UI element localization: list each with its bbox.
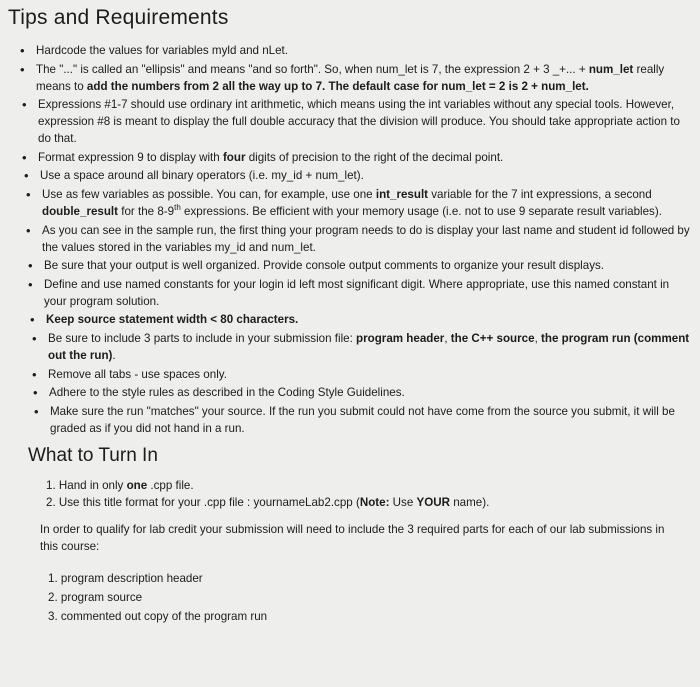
turn-in-heading: What to Turn In (28, 444, 158, 466)
required-part-item: 3. commented out copy of the program run (48, 609, 268, 623)
tip-item: • Be sure to include 3 parts to include in your submission file: program header, the C++ source, the program run (comment out the run). (30, 330, 692, 364)
required-part-item: 1. program description header (48, 571, 203, 585)
tip-item: • Use as few variables as possible. You can, for example, use one int_result variable for the 7 int expressions, a second double_result for the 8-9th expressions. Be efficient with your memory usage (i.e. not to use 9 separate result variables). (24, 186, 692, 220)
turn-in-item: 1. Hand in only one .cpp file. (46, 478, 194, 492)
tip-item: • Hardcode the values for variables myld and nLet. (18, 42, 692, 59)
tip-item: • Use a space around all binary operators (i.e. my_id + num_let). (22, 167, 692, 184)
turn-in-item: 2. Use this title format for your .cpp file : yournameLab2.cpp (Note: Use YOUR name). (46, 495, 490, 509)
turn-in-list (8, 477, 692, 511)
tips-list (8, 42, 692, 437)
tip-item: • Make sure the run "matches" your source. If the run you submit could not have come from the source you submit, it will be graded as if you did not hand in a run. (32, 403, 692, 437)
tip-item: • Format expression 9 to display with four digits of precision to the right of the decimal point. (20, 149, 692, 166)
tip-item: • As you can see in the sample run, the first thing your program needs to do is display your last name and student id followed by the values stored in the variables my_id and num_let. (24, 222, 692, 256)
qualify-note: In order to qualify for lab credit your submission will need to include the 3 required parts for each of our lab submissions in this course: (40, 522, 665, 553)
tip-item: • Adhere to the style rules as described in the Coding Style Guidelines. (31, 384, 692, 401)
tip-item: • Expressions #1-7 should use ordinary int arithmetic, which means using the int variables without any special tools. However, expression #8 is meant to display the full double accuracy that the division will produce. You should take appropriate action to do that. (20, 96, 692, 147)
required-parts-list (8, 569, 692, 626)
required-part-item: 2. program source (48, 590, 143, 604)
tip-item: • Be sure that your output is well organized. Provide console output comments to organize your result displays. (26, 257, 692, 274)
tip-item: • Define and use named constants for your login id left most significant digit. Where appropriate, use this named constant in your program solution. (26, 276, 692, 310)
tip-item: • Remove all tabs - use spaces only. (30, 366, 692, 383)
tip-item: • The "..." is called an "ellipsis" and means "and so forth". So, when num_let is 7, the expression 2 + 3 _+... + num_let really means to add the numbers from 2 all the way up to 7. The default case for num_let = 2 is 2 + num_let. (18, 61, 692, 95)
page-title: Tips and Requirements (8, 6, 229, 29)
tip-item: • Keep source statement width < 80 characters. (28, 311, 692, 328)
